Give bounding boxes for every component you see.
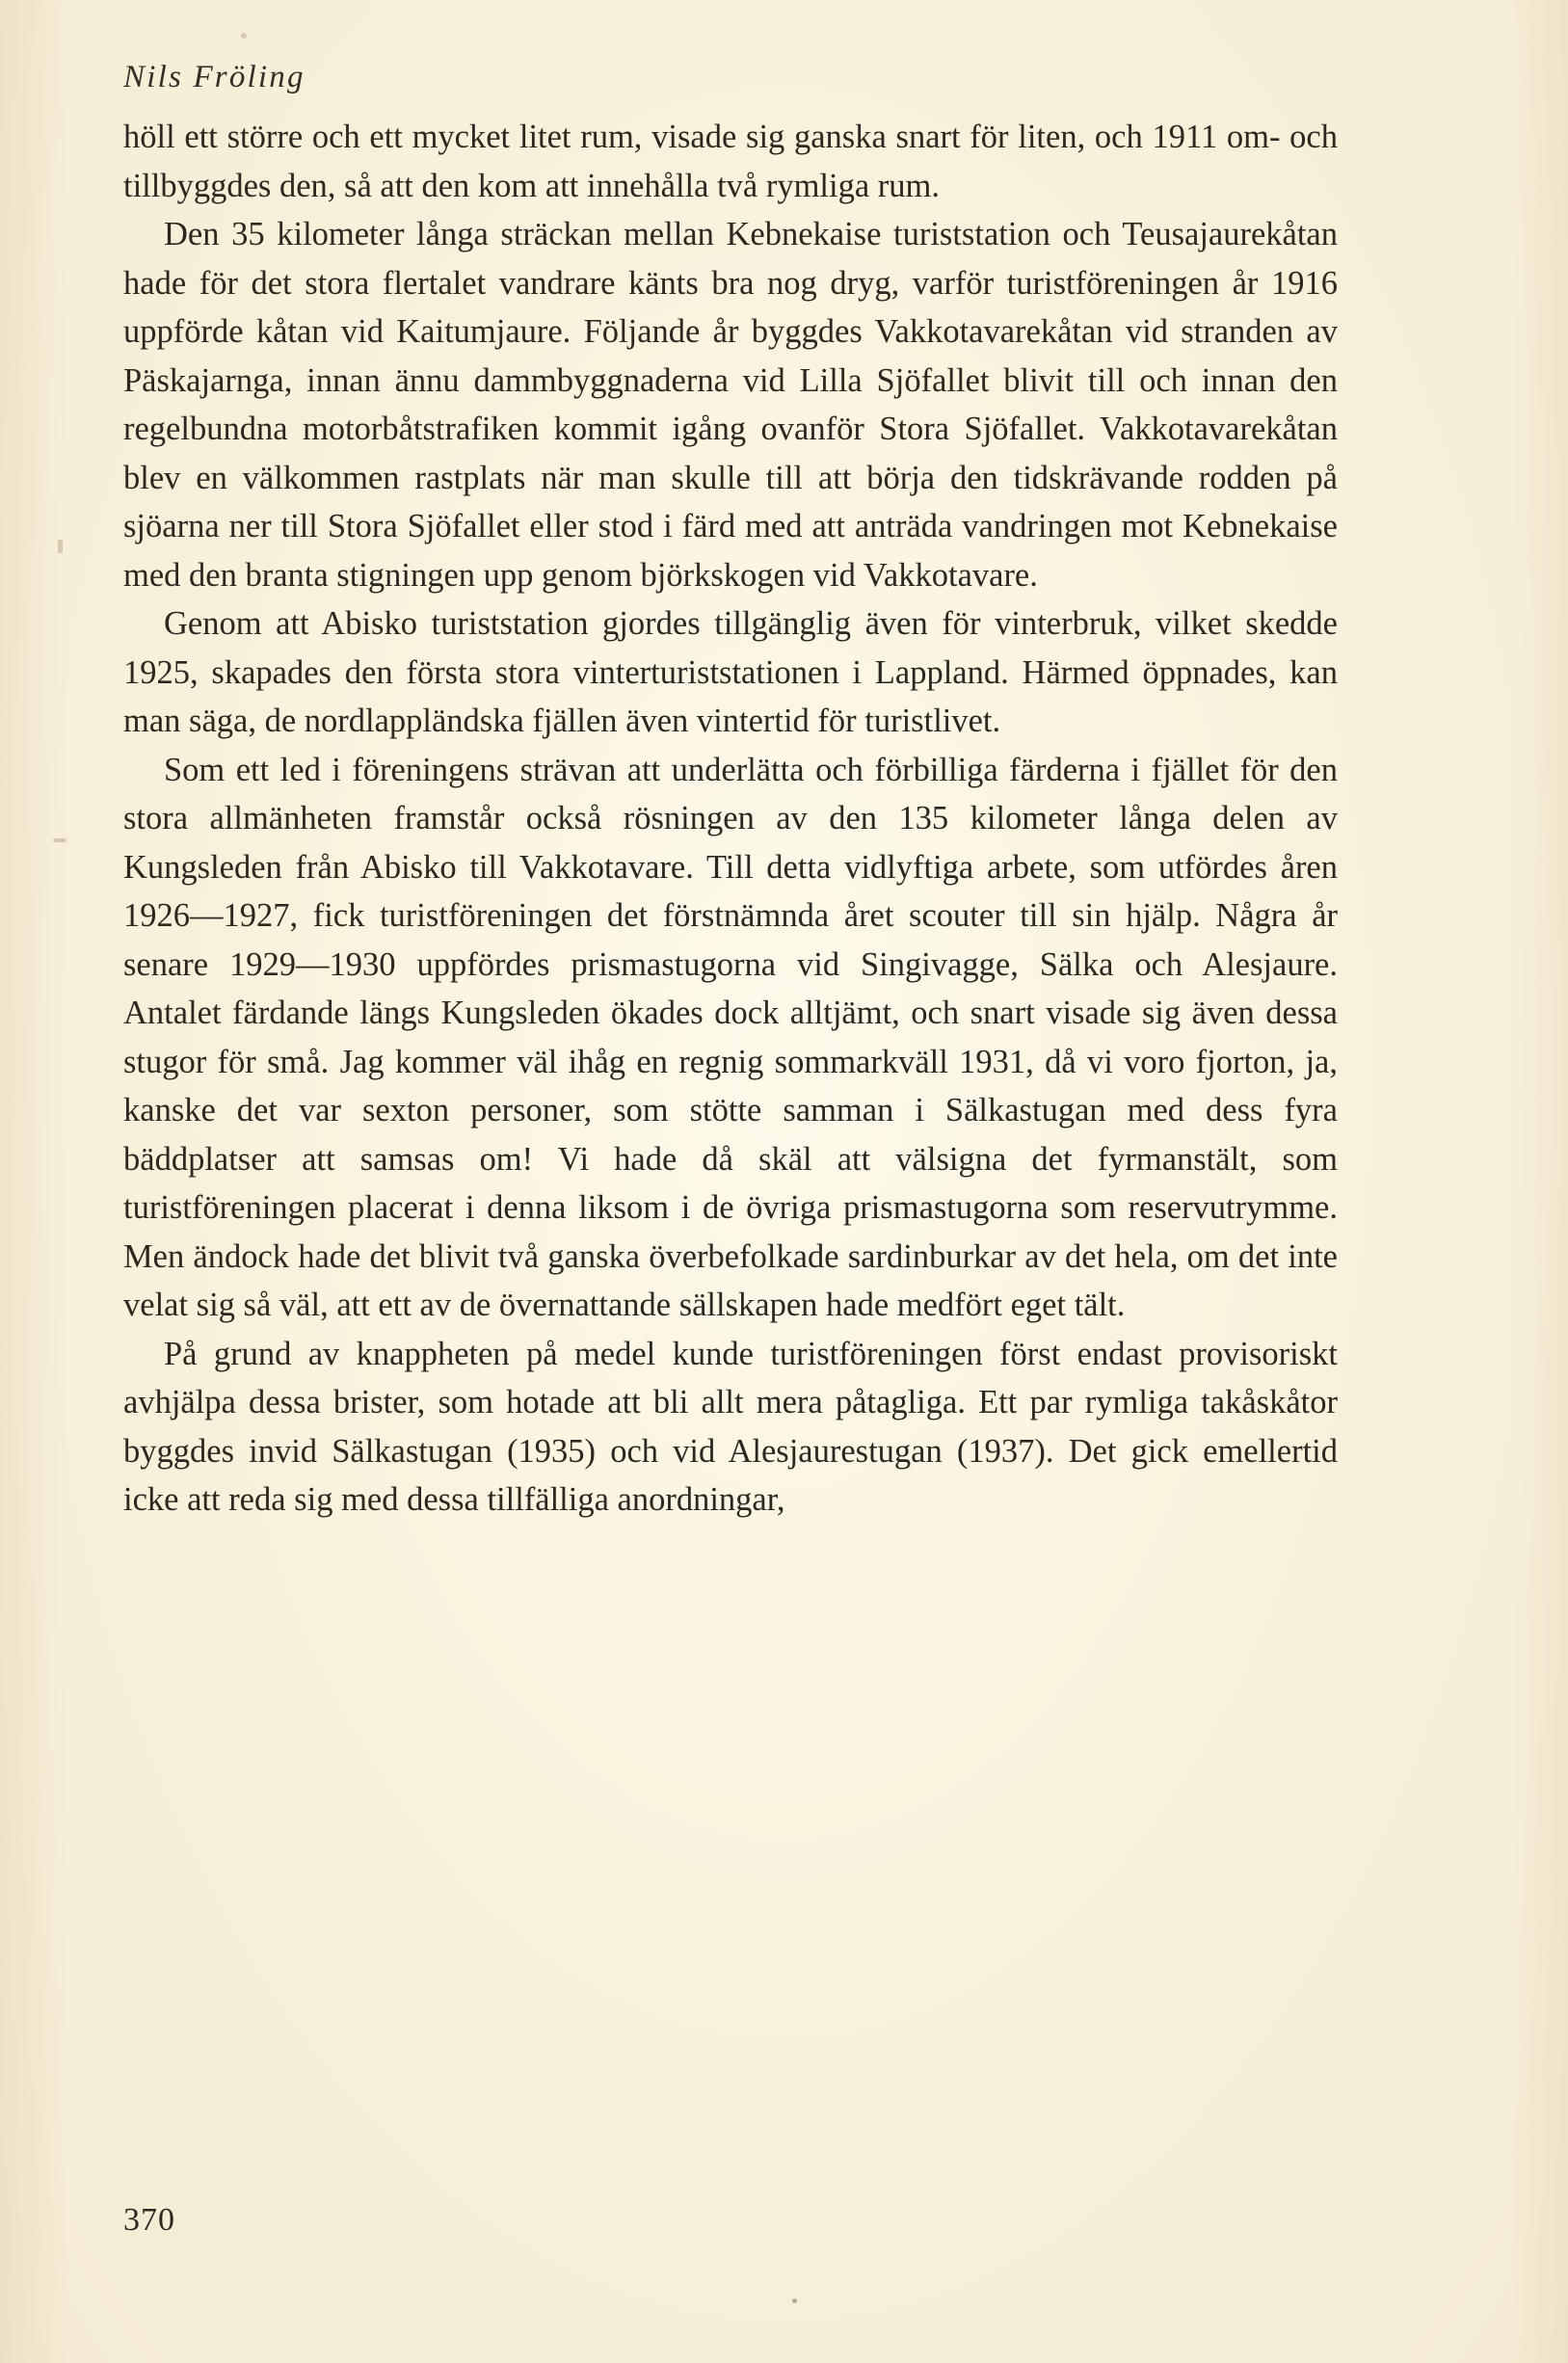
paragraph: På grund av knappheten på medel kunde turistföreningen först endast provisoriskt avhjälpa dessa brister, som hotade att bli allt mera påtagliga. Ett par rymliga takåskåtor byggdes invid Sälkastugan (1935) och vid Alesjaurestugan (1937). Det gick emellertid icke att reda sig med dessa tillfälliga anordningar, (123, 1335, 1338, 1518)
body-text (123, 113, 1338, 1525)
paragraph: Den 35 kilometer långa sträckan mellan Kebnekaise turiststation och Teusajaurekåtan hade för det stora flertalet vandrare känts bra nog dryg, varför turistföreningen år 1916 uppförde kåtan vid Kaitumjaure. Följande år byggdes Vakkotavarekåtan vid stranden av Päskajarnga, innan ännu dammbyggnaderna vid Lilla Sjöfallet blivit till och innan den regelbundna motorbåtstrafiken kommit igång ovanför Stora Sjöfallet. Vakkotavarekåtan blev en välkommen rastplats när man skulle till att börja den tidskrävande rodden på sjöarna ner till Stora Sjöfallet eller stod i färd med att anträda vandringen mot Kebnekaise med den branta stigningen upp genom björkskogen vid Vakkotavare. (123, 216, 1338, 594)
paragraph: höll ett större och ett mycket litet rum, visade sig ganska snart för liten, och 1911 om- och tillbyggdes den, så att den kom att innehålla två rymliga rum. (123, 119, 1338, 204)
paper-speck (58, 540, 63, 553)
page-number: 370 (123, 2202, 175, 2238)
running-head: Nils Fröling (123, 60, 306, 94)
paragraph: Som ett led i föreningens strävan att underlätta och förbilliga färderna i fjället för den stora allmänheten framstår också rösningen av den 135 kilometer långa delen av Kungsleden från Abisko till Vakkotavare. Till detta vidlyftiga arbete, som utfördes åren 1926—1927, fick turistföreningen det förstnämnda året scouter till sin hjälp. Några år senare 1929—1930 uppfördes prismastugorna vid Singivagge, Sälka och Alesjaure. Antalet färdande längs Kungsleden ökades dock alltjämt, och snart visade sig även dessa stugor för små. Jag kommer väl ihåg en regnig sommarkväll 1931, då vi voro fjorton, ja, kanske det var sexton personer, som stötte samman i Sälkastugan med dess fyra bäddplatser att samsas om! Vi hade då skäl att välsigna det fyrmanstält, som turistföreningen placerat i denna liksom i de övriga prismastugorna som reservutrymme. Men ändock hade det blivit två ganska överbefolkade sardinburkar av det hela, om det inte velat sig så väl, att ett av de övernattande sällskapen hade medfört eget tält. (123, 751, 1338, 1323)
paragraph: Genom att Abisko turiststation gjordes tillgänglig även för vinterbruk, vilket skedde 1925, skapades den första stora vinterturiststationen i Lappland. Härmed öppnades, kan man säga, de nordlappländska fjällen även vintertid för turistlivet. (123, 605, 1338, 739)
page-content (123, 60, 1338, 1525)
paper-speck (792, 2298, 797, 2303)
paper-speck (241, 33, 247, 39)
paper-speck (53, 838, 66, 842)
